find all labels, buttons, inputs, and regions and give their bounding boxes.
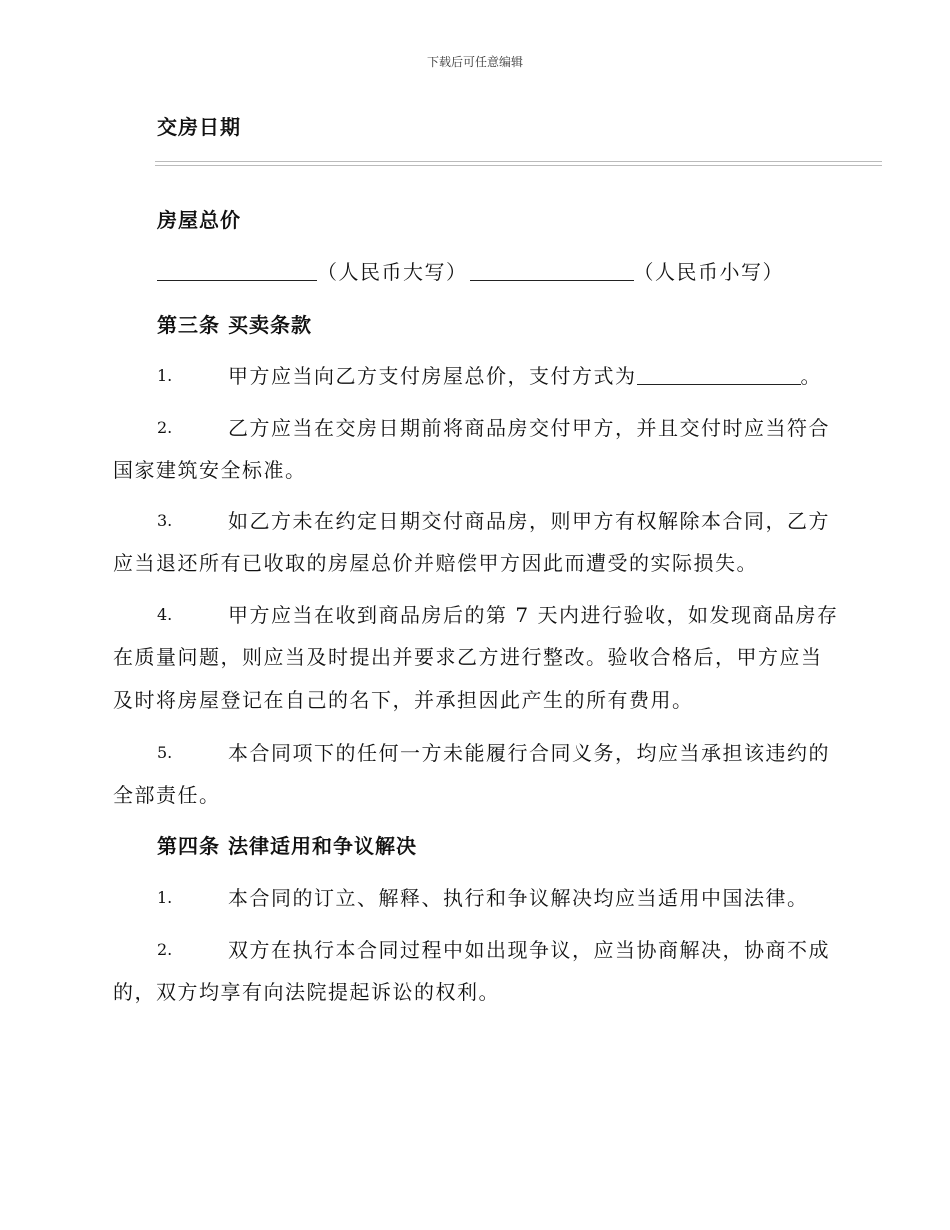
article4-item1-line1: 本合同的订立、解释、执行和争议解决均应当适用中国法律。 (228, 886, 809, 910)
article3-item3-line2: 应当退还所有已收取的房屋总价并赔偿甲方因此而遭受的实际损失。 (113, 551, 758, 575)
price-uppercase-blank (157, 260, 317, 281)
article3-item2-number: 2. (157, 418, 173, 437)
article4-item2-line2: 的，双方均享有向法院提起诉讼的权利。 (113, 980, 500, 1004)
article3-item1-text: 甲方应当向乙方支付房屋总价，支付方式为 (228, 364, 637, 388)
price-lowercase-blank (470, 260, 634, 281)
article3-item3-number: 3. (157, 511, 173, 530)
article3-item2-line2: 国家建筑安全标准。 (113, 458, 307, 482)
delivery-date-label: 交房日期 (157, 115, 241, 139)
article3-item5-line2: 全部责任。 (113, 783, 221, 807)
article3-item2-line1: 乙方应当在交房日期前将商品房交付甲方，并且交付时应当符合 (228, 416, 830, 440)
price-lowercase-label: （人民币小写） (633, 260, 784, 284)
price-uppercase-label: （人民币大写） (317, 260, 468, 284)
article3-item1-line1 (228, 362, 822, 390)
article4-item2-number: 2. (157, 940, 173, 959)
payment-method-blank (637, 364, 801, 385)
article3-item1-end: 。 (800, 364, 822, 388)
article3-item4-line3: 及时将房屋登记在自己的名下，并承担因此产生的所有费用。 (113, 688, 694, 712)
article3-item5-line1: 本合同项下的任何一方未能履行合同义务，均应当承担该违约的 (228, 741, 830, 765)
article4-title: 第四条 法律适用和争议解决 (157, 834, 417, 858)
total-price-label: 房屋总价 (157, 208, 241, 232)
article3-title: 第三条 买卖条款 (157, 313, 312, 337)
page-header: 下载后可任意编辑 (426, 55, 523, 69)
article3-item4-number: 4. (157, 605, 173, 624)
article3-item5-number: 5. (157, 743, 173, 762)
price-fill-row (157, 258, 784, 286)
article4-item1-number: 1. (157, 888, 173, 907)
article3-item3-line1: 如乙方未在约定日期交付商品房，则甲方有权解除本合同，乙方 (228, 509, 830, 533)
article3-item4-line2: 在质量问题，则应当及时提出并要求乙方进行整改。验收合格后，甲方应当 (113, 645, 823, 669)
article3-item4-line1: 甲方应当在收到商品房后的第 7 天内进行验收，如发现商品房存 (228, 603, 839, 627)
delivery-date-field-line (155, 161, 882, 166)
article3-item1-number: 1. (157, 366, 173, 385)
article4-item2-line1: 双方在执行本合同过程中如出现争议，应当协商解决，协商不成 (228, 938, 830, 962)
